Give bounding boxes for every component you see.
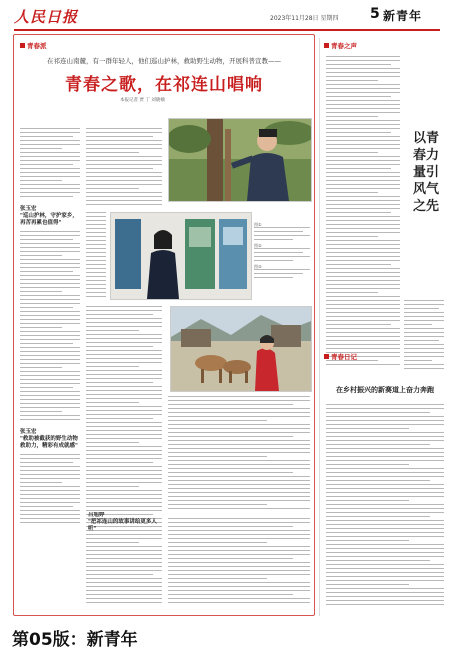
diary-body-text (326, 404, 444, 610)
photo-exhibition-guide (110, 212, 252, 300)
section-name: 新青年 (383, 9, 423, 23)
section-label-qingchunriji: 青春日记 (324, 352, 357, 361)
article-subhead: 在祁连山南麓，有一群年轻人，他们巡山护林，救助野生动物，开展科普宣教—— (47, 57, 281, 65)
photo-feeding-deer-image (171, 307, 311, 391)
photo-forest-ranger (168, 118, 312, 202)
photo-forest-ranger-image (169, 119, 311, 201)
page-number: 5 (370, 6, 380, 22)
photo-feeding-deer (170, 306, 312, 392)
section-marker-icon (324, 354, 329, 359)
section-marker-icon (20, 43, 25, 48)
photo-caption-block: 图① 图② 图③ (254, 212, 310, 302)
subtitle-1-text: "巡山护林，守护家乡，再苦再累也值得" (20, 213, 78, 226)
newspaper-logo: 人民日报 (14, 8, 79, 26)
section-label-qingchunpai: 青春派 (20, 41, 47, 50)
page-label: 第05版：新青年 (12, 630, 138, 650)
article-column-1 (20, 128, 80, 608)
issue-date: 2023年11月28日 星期四 (270, 15, 339, 22)
section-label-qingchunzhisheng: 青春之声 (324, 41, 357, 50)
diary-headline[interactable]: 在乡村振兴的新赛道上奋力奔跑 (336, 386, 434, 394)
column-divider (319, 38, 320, 616)
opinion-body-text-right (404, 300, 444, 374)
section-marker-icon (324, 43, 329, 48)
article-column-2-bottom (86, 306, 162, 606)
article-column-2-top (86, 128, 162, 212)
subtitle-2-author: 张玉宏 (20, 429, 37, 435)
opinion-body-text (326, 56, 400, 374)
subtitle-1-author: 张玉宏 (20, 206, 37, 212)
article-column-3-bottom (168, 518, 310, 610)
article-headline[interactable]: 青春之歌，在祁连山唱响 (65, 75, 263, 95)
article-column-3-mid (168, 396, 310, 514)
subtitle-3-author: 吕旭婷 (88, 512, 105, 518)
article-byline: 本报记者 贾 丁 刘晓楠 (120, 98, 165, 103)
masthead-rule (14, 29, 440, 31)
article-column-2-narrow (86, 212, 106, 302)
photo-exhibition-guide-image (111, 213, 251, 299)
subtitle-3-text: "把祁连山的故事讲给更多人听" (88, 519, 157, 532)
opinion-vertical-title[interactable]: 以青春力量引风气之先 (412, 131, 439, 214)
subtitle-2-text: "救助被截获的野生动物救助力，精彩有成就感" (20, 436, 78, 449)
subtitle-3-block (88, 512, 158, 542)
